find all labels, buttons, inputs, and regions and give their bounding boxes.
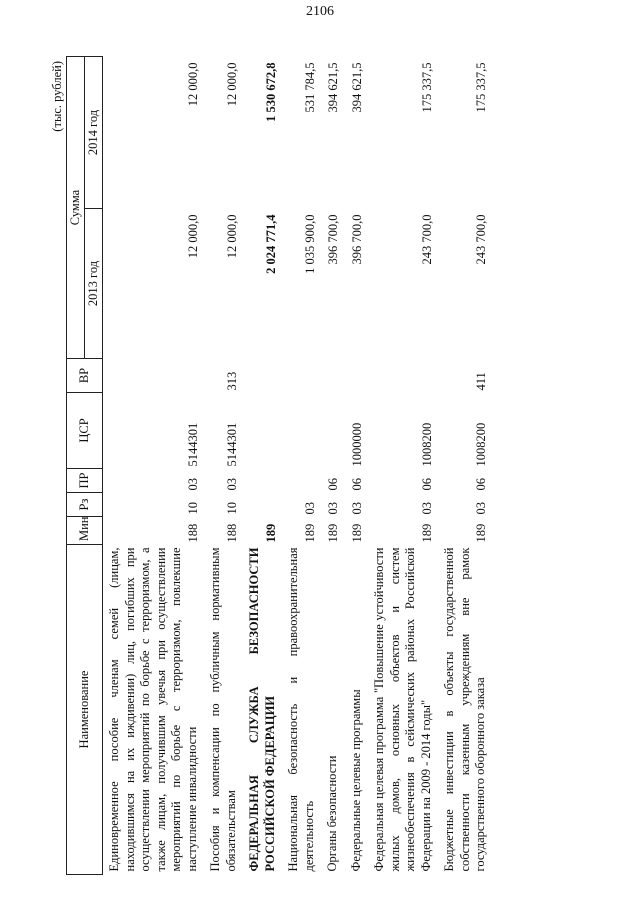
row-vr [347, 359, 371, 393]
row-name: Бюджетные инвестиции в объекты государственной собственности казенным учреждениям вне рамок государственного оборонного заказа [442, 547, 487, 872]
table-row [323, 57, 347, 875]
table-row [206, 57, 245, 875]
header-name: Наименование [67, 545, 103, 875]
row-min: 188 [185, 523, 200, 543]
row-amount-2013: 396 700,0 [349, 214, 364, 265]
table-row [284, 57, 323, 875]
row-min: 189 [419, 523, 434, 543]
row-csr [323, 393, 347, 469]
row-pr: 06 [326, 478, 340, 491]
row-rz: 03 [474, 502, 488, 515]
row-name: Пособия и компенсации по публичным нормативным обязательствам [208, 547, 238, 872]
header-year-2013: 2013 год [85, 209, 103, 359]
row-name: ФЕДЕРАЛЬНАЯ СЛУЖБА БЕЗОПАСНОСТИ РОССИЙСКОЙ ФЕДЕРАЦИИ [247, 547, 277, 872]
header-rz: Рз [67, 493, 103, 517]
row-csr: 1000000 [349, 422, 364, 467]
row-name: Федеральная целевая программа "Повышение устойчивости жилых домов, основных объектов и систем жизнеобеспечения в сейсмических районах Российской Федерации на 2009 - 2014 годы" [372, 547, 433, 872]
row-amount-2013: 12 000,0 [185, 214, 200, 259]
row-min: 189 [326, 523, 340, 543]
table-body [103, 57, 495, 875]
row-vr [323, 359, 347, 393]
header-vr: ВР [67, 359, 103, 393]
header-csr: ЦСР [67, 393, 103, 469]
row-rz [245, 493, 284, 517]
row-vr [103, 359, 207, 393]
row-vr [370, 359, 440, 393]
row-name: Органы безопасности [325, 755, 339, 872]
row-amount-2014: 1 530 672,8 [263, 62, 278, 122]
row-pr: 03 [185, 478, 200, 491]
table-row [103, 57, 207, 875]
table-header [67, 57, 103, 875]
row-amount-2013: 2 024 771,4 [263, 214, 278, 274]
row-rz: 03 [349, 502, 364, 515]
budget-table [66, 56, 495, 875]
row-amount-2013: 396 700,0 [326, 214, 340, 265]
row-pr: 06 [474, 478, 488, 491]
row-csr: 1008200 [419, 422, 434, 467]
row-min: 189 [349, 523, 364, 543]
row-min: 189 [474, 523, 488, 543]
row-amount-2014: 531 784,5 [302, 62, 317, 113]
row-name: Федеральные целевые программы [348, 689, 363, 872]
row-vr: 313 [224, 371, 239, 391]
header-pr: ПР [67, 469, 103, 493]
row-csr [245, 393, 284, 469]
row-pr [245, 469, 284, 493]
header-sum: Сумма [67, 57, 85, 359]
row-csr [284, 393, 323, 469]
row-amount-2014: 12 000,0 [224, 62, 239, 107]
row-amount-2013: 243 700,0 [419, 214, 434, 265]
row-vr [245, 359, 284, 393]
row-csr: 5144301 [185, 422, 200, 467]
row-pr: 06 [349, 478, 364, 491]
row-amount-2014: 175 337,5 [419, 62, 434, 113]
row-min: 189 [263, 523, 278, 543]
table-row [347, 57, 371, 875]
row-amount-2014: 175 337,5 [474, 62, 488, 113]
row-rz: 03 [419, 502, 434, 515]
header-min: Мин [67, 517, 103, 545]
header-year-2014: 2014 год [85, 57, 103, 209]
page-number: 2106 [306, 4, 334, 19]
row-csr: 1008200 [474, 422, 488, 467]
row-amount-2014: 394 621,5 [326, 62, 340, 113]
table-row [370, 57, 440, 875]
rotated-budget-sheet [10, 55, 630, 895]
row-rz: 10 [224, 502, 239, 515]
row-pr: 06 [419, 478, 434, 491]
row-pr [284, 469, 323, 493]
row-amount-2013: 1 035 900,0 [302, 214, 317, 274]
row-amount-2014: 394 621,5 [349, 62, 364, 113]
row-amount-2014: 12 000,0 [185, 62, 200, 107]
table-row [245, 57, 284, 875]
row-rz: 03 [302, 502, 317, 515]
row-min: 189 [302, 523, 317, 543]
row-name: Единовременное пособие членам семей (лицам, находившимся на их иждивении) лиц, погибших при осуществлении мероприятий по борьбе с терроризмом, а также лицам, получившим увечья при осуществлении мероприятий по борьбе с терроризмом, повлекшие наступление инвалидности [107, 547, 199, 872]
row-amount-2013: 12 000,0 [224, 214, 239, 259]
row-amount-2013: 243 700,0 [474, 214, 488, 265]
row-csr: 5144301 [224, 422, 239, 467]
table-row [440, 57, 495, 875]
units-note: (тыс. рублей) [50, 61, 64, 132]
row-name: Национальная безопасность и правоохранительная деятельность [286, 547, 316, 872]
row-min: 188 [224, 523, 239, 543]
row-vr: 411 [474, 372, 488, 391]
row-pr: 03 [224, 478, 239, 491]
row-rz: 10 [185, 502, 200, 515]
row-rz: 03 [326, 502, 340, 515]
row-vr [284, 359, 323, 393]
